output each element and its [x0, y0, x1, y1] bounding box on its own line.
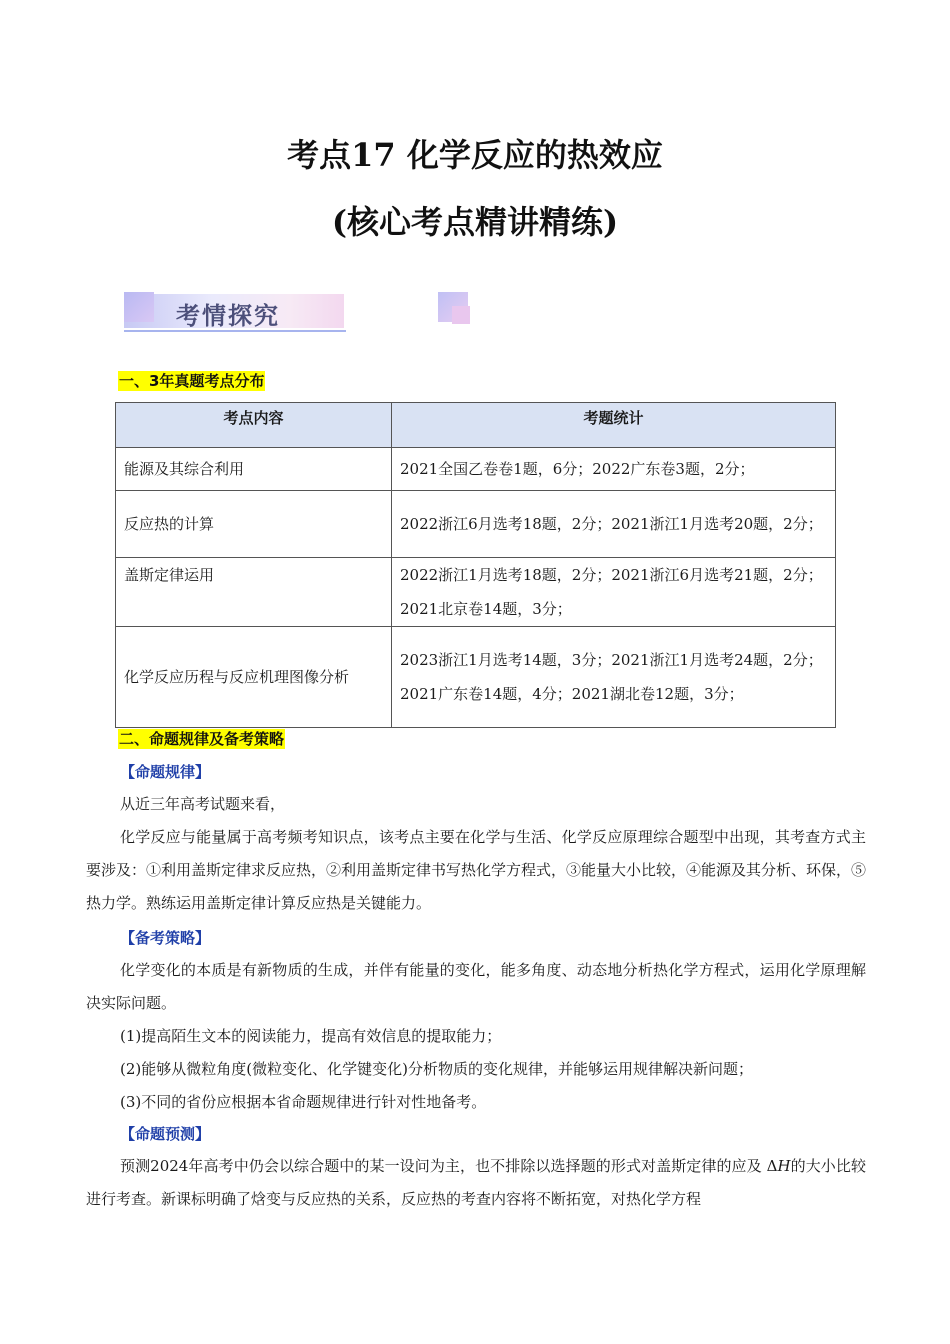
table-row: [116, 558, 836, 627]
delta-symbol: Δ: [766, 1157, 778, 1175]
section-banner: [124, 292, 346, 336]
table-row: [116, 627, 836, 728]
table-cell-stats: 2021全国乙卷卷1题，6分；2022广东卷3题，2分；: [392, 448, 836, 491]
h-symbol: H: [777, 1157, 791, 1175]
rule-label: 【命题规律】: [120, 763, 211, 781]
table-cell-stats: 2023浙江1月选考14题，3分；2021浙江1月选考24题，2分；2021广东卷14题，4分；2021湖北卷12题，3分；: [392, 627, 836, 728]
table-cell-topic: 化学反应历程与反应机理图像分析: [116, 627, 392, 728]
forecast-paragraph: [86, 1150, 866, 1216]
strategy-paragraph: 化学变化的本质是有新物质的生成，并伴有能量的变化，能多角度、动态地分析热化学方程式，运用化学原理解决实际问题。: [86, 961, 866, 1012]
table-cell-topic: 能源及其综合利用: [116, 448, 392, 491]
banner-left-square: [124, 292, 154, 322]
strategy-item-3: (3)不同的省份应根据本省命题规律进行针对性地备考。: [120, 1093, 487, 1111]
section2-heading: 二、命题规律及备考策略: [119, 730, 285, 748]
page-subtitle: (核心考点精讲精练): [331, 203, 619, 241]
banner-label: 考情探究: [176, 302, 280, 330]
forecast-label: 【命题预测】: [120, 1125, 211, 1143]
exam-distribution-table: [115, 402, 836, 728]
table-cell-stats: 2022浙江6月选考18题，2分；2021浙江1月选考20题，2分；: [392, 491, 836, 558]
delta-h-symbol: [767, 1157, 791, 1175]
rule-intro: 从近三年高考试题来看，: [120, 795, 286, 813]
banner-right-accent: [452, 306, 470, 324]
section1-heading: 一、3年真题考点分布: [119, 372, 265, 390]
forecast-text-before: 预测2024年高考中仍会以综合题中的某一设问为主，也不排除以选择题的形式对盖斯定律的应及: [120, 1157, 762, 1175]
table-cell-topic: 反应热的计算: [116, 491, 392, 558]
strategy-item-2: (2)能够从微粒角度(微粒变化、化学键变化)分析物质的变化规律，并能够运用规律解决新问题；: [120, 1060, 753, 1078]
rule-paragraph: 化学反应与能量属于高考频考知识点，该考点主要在化学与生活、化学反应原理综合题型中出现，其考查方式主要涉及：①利用盖斯定律求反应热，②利用盖斯定律书写热化学方程式，③能量大小比较，④能源及其分析、环保，⑤热力学。熟练运用盖斯定律计算反应热是关键能力。: [86, 828, 867, 912]
strategy-item-1: (1)提高陌生文本的阅读能力，提高有效信息的提取能力；: [120, 1027, 502, 1045]
forecast-text-after: 的大小比较进行考查。新课标明确了焓变与反应热的关系，反应热的考查内容将不断拓宽，对热化学方程: [86, 1157, 866, 1208]
table-header-stats: 考题统计: [392, 403, 836, 448]
table-row: [116, 491, 836, 558]
table-header-row: [116, 403, 836, 448]
table-cell-topic: 盖斯定律运用: [116, 558, 392, 627]
strategy-label: 【备考策略】: [120, 929, 211, 947]
table-cell-stats: 2022浙江1月选考18题，2分；2021浙江6月选考21题，2分；2021北京卷14题，3分；: [392, 558, 836, 627]
table-row: [116, 448, 836, 491]
table-header-topic: 考点内容: [116, 403, 392, 448]
page-title: 考点17 化学反应的热效应: [287, 136, 663, 174]
